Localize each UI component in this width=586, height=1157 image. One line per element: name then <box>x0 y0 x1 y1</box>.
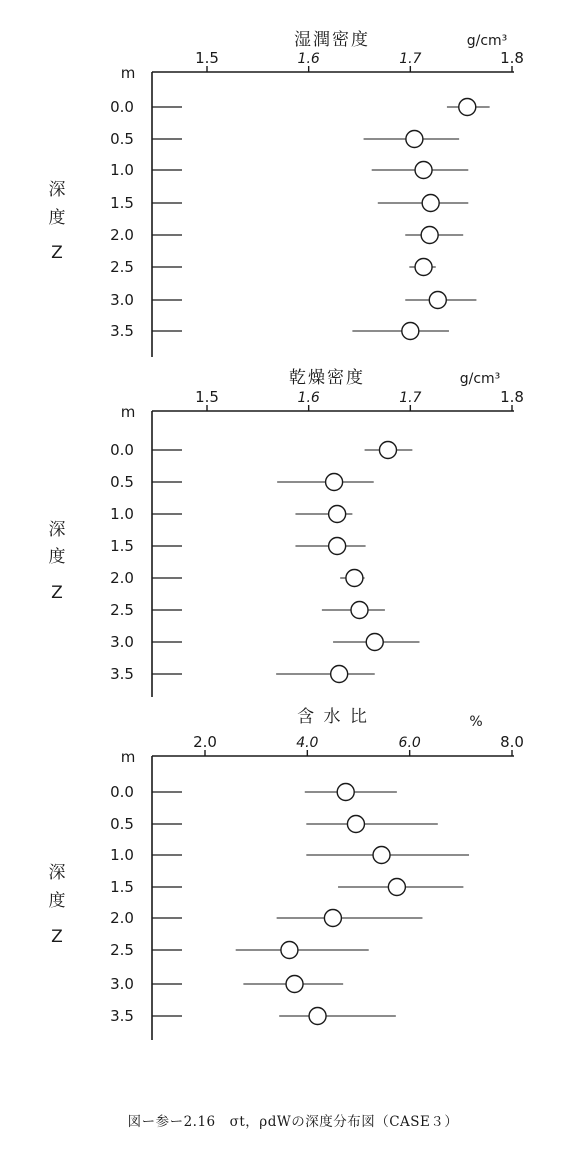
chart-panel-1 <box>49 30 524 357</box>
mean-marker <box>329 538 346 555</box>
depth-tick-label: 0.5 <box>110 815 134 833</box>
depth-tick-label: 0.0 <box>110 98 134 116</box>
depth-axis-label: Z <box>51 243 63 263</box>
depth-tick-label: 0.0 <box>110 783 134 801</box>
x-tick-label: 8.0 <box>500 733 524 751</box>
mean-marker <box>309 1008 326 1025</box>
mean-marker <box>415 162 432 179</box>
depth-axis-label: 度 <box>48 547 66 567</box>
mean-marker <box>337 784 354 801</box>
mean-marker <box>415 259 432 276</box>
unit-label: g/cm³ <box>466 33 508 49</box>
depth-axis-label: 深 <box>48 520 66 540</box>
depth-tick-label: 3.0 <box>110 291 134 309</box>
mean-marker <box>281 942 298 959</box>
depth-axis-label: 度 <box>48 891 66 911</box>
depth-unit-label: m <box>120 748 136 766</box>
mean-marker <box>373 847 390 864</box>
depth-axis-label: 深 <box>48 863 66 883</box>
depth-tick-label: 3.5 <box>110 322 134 340</box>
mean-marker <box>459 99 476 116</box>
mean-marker <box>402 323 419 340</box>
x-tick-label: 6.0 <box>398 735 421 751</box>
depth-tick-label: 3.5 <box>110 665 134 683</box>
chart-title: 含 水 比 <box>297 707 369 727</box>
depth-tick-label: 2.0 <box>110 909 134 927</box>
mean-marker <box>366 634 383 651</box>
depth-tick-label: 0.5 <box>110 473 134 491</box>
mean-marker <box>346 570 363 587</box>
chart-title: 湿潤密度 <box>294 30 370 50</box>
x-tick-label: 1.6 <box>297 390 320 406</box>
chart-panel-3 <box>49 707 524 1040</box>
mean-marker <box>379 442 396 459</box>
mean-marker <box>351 602 368 619</box>
depth-axis-label: 深 <box>48 180 66 200</box>
depth-tick-label: 2.0 <box>110 226 134 244</box>
depth-tick-label: 3.5 <box>110 1007 134 1025</box>
mean-marker <box>421 227 438 244</box>
depth-tick-label: 1.0 <box>110 505 134 523</box>
x-tick-label: 1.8 <box>500 388 524 406</box>
depth-tick-label: 1.0 <box>110 161 134 179</box>
mean-marker <box>388 879 405 896</box>
depth-tick-label: 2.5 <box>110 258 134 276</box>
mean-marker <box>286 976 303 993</box>
depth-tick-label: 2.5 <box>110 601 134 619</box>
x-tick-label: 2.0 <box>193 733 217 751</box>
depth-tick-label: 0.5 <box>110 130 134 148</box>
depth-tick-label: 1.5 <box>110 537 134 555</box>
x-tick-label: 1.5 <box>195 388 219 406</box>
depth-tick-label: 2.0 <box>110 569 134 587</box>
depth-tick-label: 1.5 <box>110 194 134 212</box>
unit-label: % <box>469 714 483 730</box>
depth-axis-label: Z <box>51 583 63 603</box>
mean-marker <box>429 292 446 309</box>
depth-tick-label: 0.0 <box>110 441 134 459</box>
mean-marker <box>331 666 348 683</box>
mean-marker <box>326 474 343 491</box>
chart-title: 乾燥密度 <box>289 368 365 388</box>
depth-axis-label: 度 <box>48 208 66 228</box>
mean-marker <box>347 816 364 833</box>
depth-unit-label: m <box>120 64 136 82</box>
chart-panel-2 <box>49 368 524 697</box>
x-tick-label: 1.5 <box>195 49 219 67</box>
x-tick-label: 1.8 <box>500 49 524 67</box>
depth-tick-label: 2.5 <box>110 941 134 959</box>
depth-tick-label: 1.5 <box>110 878 134 896</box>
mean-marker <box>329 506 346 523</box>
depth-tick-label: 1.0 <box>110 846 134 864</box>
depth-unit-label: m <box>120 403 136 421</box>
depth-axis-label: Z <box>51 927 63 947</box>
unit-label: g/cm³ <box>459 371 501 387</box>
x-tick-label: 1.7 <box>399 51 422 67</box>
x-tick-label: 4.0 <box>296 735 319 751</box>
mean-marker <box>324 910 341 927</box>
mean-marker <box>406 131 423 148</box>
mean-marker <box>422 195 439 212</box>
depth-tick-label: 3.0 <box>110 975 134 993</box>
depth-tick-label: 3.0 <box>110 633 134 651</box>
x-tick-label: 1.7 <box>399 390 422 406</box>
figure-caption: 図ー参ー2.16 σt，ρdWの深度分布図（CASE３） <box>127 1114 459 1130</box>
x-tick-label: 1.6 <box>297 51 320 67</box>
